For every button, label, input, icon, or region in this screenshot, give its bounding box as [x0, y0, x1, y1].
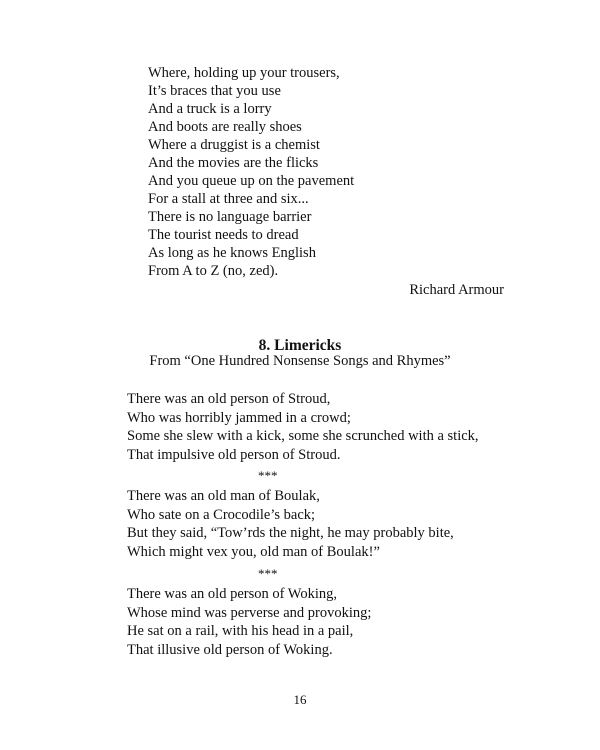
section-subtitle: From “One Hundred Nonsense Songs and Rhymes” [149, 353, 451, 369]
limerick-line: There was an old man of Boulak, [127, 488, 320, 504]
limerick-line: That impulsive old person of Stroud. [127, 446, 341, 463]
limerick-line: He sat on a rail, with his head in a pail, [127, 623, 354, 639]
poem-line: And the movies are the flicks [148, 155, 319, 171]
limerick-line: There was an old person of Woking, [127, 586, 337, 602]
limerick-line: Who sate on a Crocodile’s back; [127, 506, 316, 523]
poem-author: Richard Armour [409, 282, 504, 298]
poem-line: There is no language barrier [148, 209, 312, 225]
poem-line: Where a druggist is a chemist [148, 137, 320, 153]
limerick-line: Whose mind was perverse and provoking; [127, 604, 372, 621]
limerick-line: But they said, “Tow’rds the night, he may probably bite, [127, 525, 454, 541]
separator-asterisks: *** [258, 566, 278, 581]
limerick-line: Who was horribly jammed in a crowd; [127, 409, 351, 426]
poem-stanza [148, 64, 354, 280]
separator-asterisks: *** [258, 468, 278, 483]
poem-line: From A to Z (no, zed). [148, 263, 279, 279]
poem-line: For a stall at three and six... [148, 191, 309, 207]
poem-line: As long as he knows English [148, 245, 316, 261]
page-number: 16 [293, 692, 307, 707]
poem-line: The tourist needs to dread [148, 227, 299, 243]
poem-line: It’s braces that you use [148, 83, 281, 99]
limerick-line: Some she slew with a kick, some she scrunched with a stick, [127, 428, 479, 444]
poem-line: And you queue up on the pavement [148, 173, 355, 189]
limerick-line: Which might vex you, old man of Boulak!” [127, 543, 380, 560]
limerick-2 [127, 487, 454, 561]
poem-line: And boots are really shoes [148, 119, 302, 135]
limerick-line: There was an old person of Stroud, [127, 391, 331, 407]
limerick-1 [127, 390, 479, 464]
limerick-3 [127, 585, 371, 659]
poem-line: Where, holding up your trousers, [148, 65, 340, 81]
limerick-line: That illusive old person of Woking. [127, 641, 333, 658]
poem-line: And a truck is a lorry [148, 101, 272, 117]
section-title: 8. Limericks [258, 337, 342, 354]
